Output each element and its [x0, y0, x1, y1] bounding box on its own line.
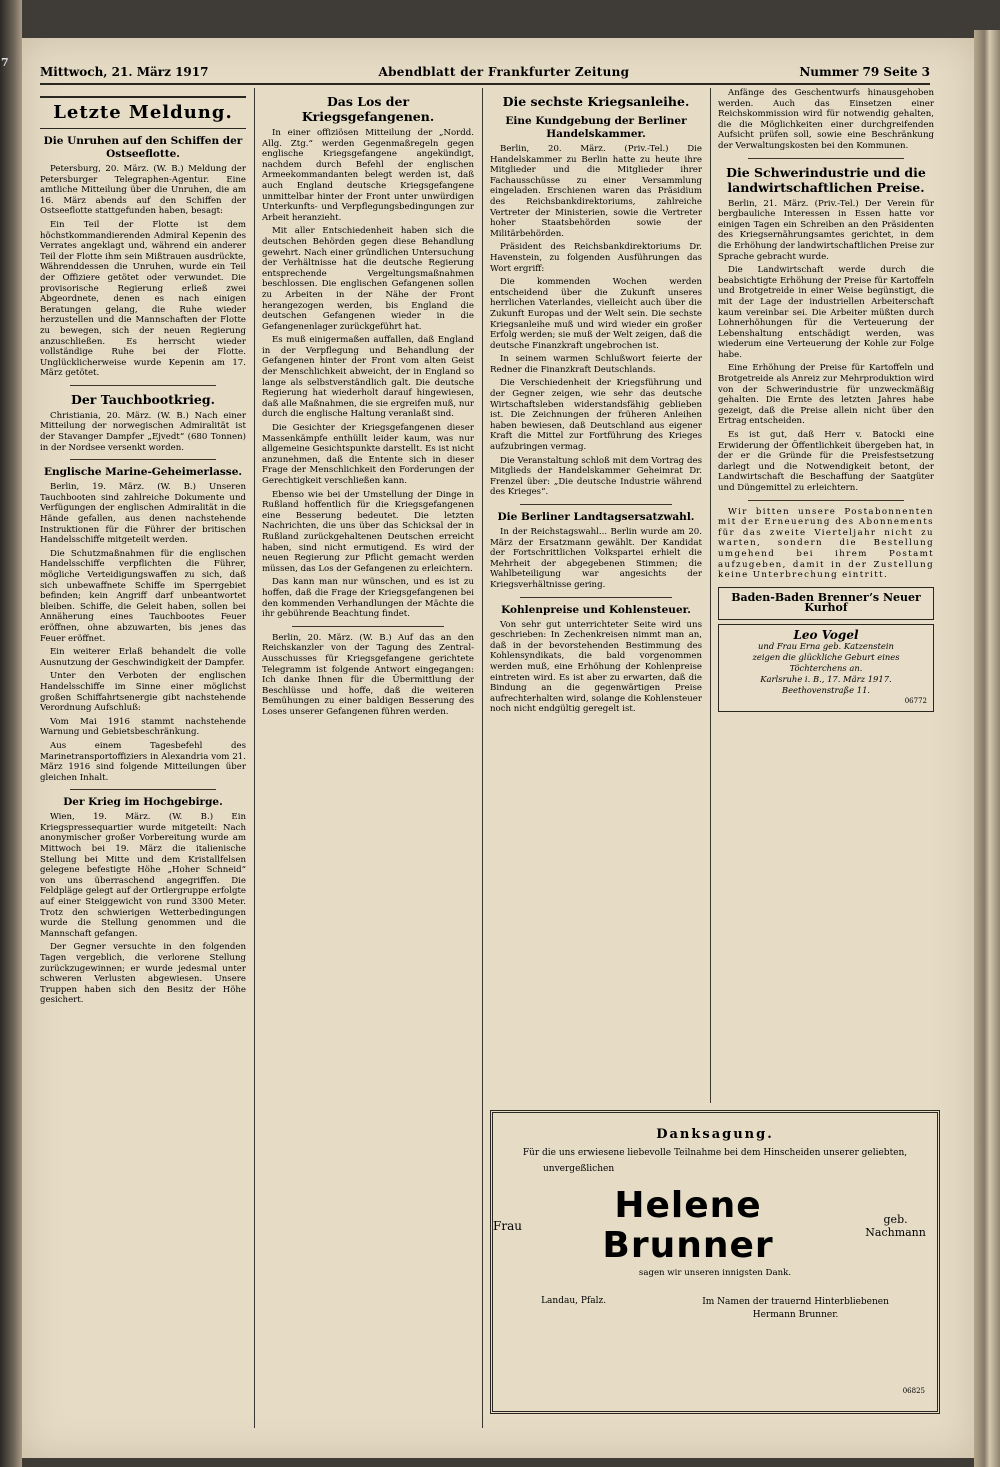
ad-signature-name: Hermann Brunner. [752, 1310, 839, 1320]
headline-kohlenpreise: Kohlenpreise und Kohlensteuer. [501, 603, 691, 616]
announcement-code: 06772 [904, 696, 927, 705]
ad-deceased-name: Helene Brunner [602, 1185, 774, 1266]
separator [70, 459, 216, 460]
headline-kriegsgefangenen: Das Los der Kriegsgefangenen. [301, 94, 435, 124]
article-text: Eine Erhöhung der Preise für Kartoffeln und Brotgetreide als Anreiz zur Mehrproduktion wird von der Schwerindustrie für unzweckmäßig gehalten. Die Ernte des letzten Jahres habe gezeigt, daß die Preise allein nicht über den Ertrag entscheiden. [718, 363, 934, 427]
announcement-name: Leo Vogel [793, 627, 859, 642]
article-text: Christiania, 20. März. (W. B.) Nach einer Mitteilung der norwegischen Admiralität ist der Stavanger Dampfer „Ejvedt“ (680 Tonnen) in der Nordsee versenkt worden. [40, 410, 246, 453]
column-2 [262, 88, 474, 1428]
column-1 [40, 88, 246, 1428]
article-text: Mit aller Entschiedenheit haben sich die deutschen Behörden gegen diese Behandlung gewehrt. Nach einer gründlichen Untersuchung der Verhältnisse hat die deutsche Regierung entsprechende Vergeltungsmaßnahmen beschlossen. Die englischen Gefangenen sollen zu Arbeiten in der Nähe der Front herangezogen werden, bis England die deutschen Gefangenen wieder in die Gefangenenlager zurückgeführt hat. [262, 226, 474, 332]
headline-landtagsersatzwahl: Die Berliner Landtagsersatzwahl. [497, 511, 695, 523]
binding-label: 7 [1, 56, 9, 69]
article-text: In einer offiziösen Mitteilung der „Nordd. Allg. Ztg.“ werden Gegenmaßregeln gegen englische Kriegsgefangene angekündigt, nachdem durch Befehl der englischen Armeekommandanten belegt werden ist, daß auch England deutsche Kriegsgefangene unmittelbar hinter der Front unter unwürdigen Unterkunfts- und Verpflegungsbedingungen zur Arbeit heranzieht. [262, 128, 474, 223]
subscription-notice: Wir bitten unsere Postabonnenten mit der Erneuerung des Abonnements für das zweite Vierteljahr nicht zu warten, sondern die Bestellung umgehend bei ihrem Postamt aufzugeben, damit in der Zustellung keine Unterbrechung eintritt. [718, 506, 934, 581]
ad-place: Landau, Pfalz. [541, 1296, 607, 1306]
article-text: Petersburg, 20. März. (W. B.) Meldung der Petersburger Telegraphen-Agentur. Eine amtliche Mitteilung über die Unruhen, die am 16. März abends auf den Schiffen der Ostseeflotte stattgefunden haben, besagt: [40, 164, 246, 217]
book-binding [0, 0, 22, 1467]
ad-kurhof-title: Baden-Baden Brenner’s Neuer Kurhof [731, 590, 921, 615]
ad-signature-line: Im Namen der trauernd Hinterbliebenen [702, 1297, 889, 1307]
separator [292, 626, 444, 627]
article-text: Es ist gut, daß Herr v. Batocki eine Erwiderung der Öffentlichkeit übergeben hat, in der er die Gründe für die Preisfestsetzung darlegt und die Notwendigkeit betont, der Landwirtschaft die Beschaffung der Saatgüter und Düngemittel zu erleichtern. [718, 430, 934, 493]
headline-tauchbootkrieg: Der Tauchbootkrieg. [71, 391, 215, 407]
article-text: Berlin, 20. März. (Priv.-Tel.) Die Handelskammer zu Berlin hatte zu heute ihre Mitglieder und die Mitglieder ihrer Fachausschüsse zu einer Versammlung eingeladen. Erschienen waren das Präsidium des Reichsbankdirektoriums, zahlreiche Vertreter der Ministerien, sowie die Vertreter hoher Staatsbehörden sowie der Militärbehörden. [490, 144, 702, 239]
masthead-date: Mittwoch, 21. März 1917 [40, 65, 209, 79]
danksagung-ad [490, 1110, 940, 1414]
announcement-line: und Frau Erna geb. Katzenstein [758, 640, 894, 651]
column-rule [482, 88, 483, 1428]
article-text: Berlin, 20. März. (W. B.) Auf das an den Reichskanzler von der Tagung des Zentral-Ausschusses für Kriegsgefangene gerichtete Telegramm ist folgende Antwort eingegangen: Ich danke Ihnen für die Übermittlung der Beschlüsse und hoffe, daß die weiteren Bemühungen zu einer baldigen Besserung des Loses unserer Gefangenen führen werden. [262, 632, 474, 717]
headline-kriegsanleihe: Die sechste Kriegsanleihe. [502, 94, 690, 109]
separator [748, 158, 904, 159]
headline-schwerindustrie: Die Schwerindustrie und die landwirtschaftlichen Preise. [726, 164, 926, 195]
birth-announcement [718, 624, 934, 712]
article-text: Unter den Verboten der englischen Handelsschiffe im Sinne einer möglichst großen Schiffahrtsenergie gibt nachstehende Verordnung Aufschluß: [40, 671, 246, 714]
subheadline-handelskammer: Eine Kundgebung der Berliner Handelskammer. [505, 115, 687, 140]
subheadline-ostseeflotte: Die Unruhen auf den Schiffen der Ostseeflotte. [43, 135, 243, 160]
column-3 [490, 88, 702, 1103]
article-text: Die Veranstaltung schloß mit dem Vortrag des Mitglieds der Handelskammer Geheimrat Dr. Frenzel über: „Die deutsche Industrie während des Krieges“. [490, 455, 702, 498]
article-text: Berlin, 21. März. (Priv.-Tel.) Der Verein für bergbauliche Interessen in Essen hatte vor einigen Tagen ein Schreiben an den Präsidenten des Kriegsernährungsamtes gerichtet, in dem die Erhöhung der landwirtschaftlichen Preise zur Sprache gebracht wurde. [718, 198, 934, 262]
article-text: Berlin, 19. März. (W. B.) Unseren Tauchbooten sind zahlreiche Dokumente und Verfügungen der englischen Admiralität in die Hände gefallen, aus denen nachstehende Instruktionen für die Führer der britischen Handelsschiffe mitgeteilt werden. [40, 482, 246, 546]
article-text: Wien, 19. März. (W. B.) Ein Kriegspressequartier wurde mitgeteilt: Nach anonymischer großer Vorbereitung wurde am Mittwoch bei 19. März die italienische Stellung bei Mitte und dem Kristallfelsen gelegene befestigte Höhe „Hoher Schneid“ von uns überraschend angegriffen. Die Feldpläge gelegt auf der Ortlergruppe erfolgte auf einer Steiggewicht von rund 3300 Meter. Trotz den schwierigen Wetterbedingungen wurde die Stellung genommen und die Mannschaft gefangen. [40, 812, 246, 939]
article-text: Die Landwirtschaft werde durch die beabsichtigte Erhöhung der Preise für Kartoffeln und Brotgetreide in einer Weise begünstigt, die mit der Lage der industriellen Arbeiterschaft kaum vereinbar sei. Die Arbeiter müßten durch Lohnerhöhungen für die Verteuerung der Lebenshaltung entschädigt werden, was wiederum eine Verteuerung der Kohle zur Folge habe. [718, 265, 934, 360]
article-text: Die Verschiedenheit der Kriegsführung und der Gegner zeigen, wie sehr das deutsche Wirtschaftsleben widerstandsfähig geblieben ist. Die Zeichnungen der früheren Anleihen haben bewiesen, daß Deutschland aus eigener Kraft die Mittel zur Fortführung des Krieges aufzubringen vermag. [490, 378, 702, 453]
headline-krieg-hochgebirge: Der Krieg im Hochgebirge. [63, 796, 223, 809]
separator [70, 385, 216, 386]
column-4 [718, 88, 934, 1103]
separator [70, 789, 216, 790]
ad-kurhof [718, 587, 934, 620]
article-text: Anfänge des Geschentwurfs hinausgehoben werden. Auch das Einsetzen einer Reichskommission wird für notwendig gehalten, die die Möglichkeiten einer durchgreifenden Aufsicht prüfen soll, sowie eine Beschränkung der Verwaltungskosten bei den Kommunen. [718, 88, 934, 151]
page-stack-edge [974, 30, 1000, 1467]
separator [520, 504, 672, 505]
ad-bottom-row [493, 1296, 937, 1322]
classified-boxes [718, 587, 934, 712]
ad-code: 06825 [902, 1387, 925, 1395]
announcement-line: zeigen die glückliche Geburt eines Töchterchens an. [752, 651, 900, 673]
article-text: Aus einem Tagesbefehl des Marinetransportoffiziers in Alexandria vom 21. März 1916 sind folgende Mitteilungen über gleichen Inhalt. [40, 740, 246, 783]
article-text: Vom Mai 1916 stammt nachstehende Warnung und Gebietsbeschränkung. [40, 716, 246, 738]
ad-geb: geb. Nachmann [865, 1213, 926, 1239]
ad-frau: Frau [493, 1219, 522, 1233]
ad-name-row [493, 1186, 937, 1266]
ad-signature [702, 1296, 889, 1322]
article-text: Das kann man nur wünschen, und es ist zu hoffen, daß die Frage der Kriegsgefangenen bei den kommenden Verhandlungen der Mächte die ihr gebührende Beachtung findet. [262, 577, 474, 620]
article-text: Die Gesichter der Kriegsgefangenen dieser Massenkämpfe enthüllt leider kaum, was nur allgemeine Gesichtspunkte darstellt. Es ist nicht anzunehmen, daß die Entente sich in dieser Frage der Menschlichkeit den Forderungen der Gerechtigkeit verschließen kann. [262, 423, 474, 486]
article-text: Ein Teil der Flotte ist dem höchstkommandierenden Admiral Kepenin des Verrates angeklagt und, während ein anderer Teil der Flotte ihm sein Mißtrauen ausdrückte, Währenddessen die Unruhen, wurde ein Teil der Offiziere getötet oder verwundet. Die provisorische Regierung erließ zwei Abgeordnete, denen es nach einigen Beratungen gelang, die Ruhe wieder herzustellen und die Mannschaften der Flotte zu bewegen, sich der neuen Regierung anzuschließen. Es herrscht wieder vollständige Ruhe bei der Flotte. Unglücklicherweise wurde Kepenin am 17. März getötet. [40, 219, 246, 379]
article-text: Die Schutzmaßnahmen für die englischen Handelsschiffe verpflichten die Führer, mögliche Verteidigungswaffen zu sich, daß sich unbewaffnete Schiffe im Sperrgebiet befinden; kein Angriff darf unbeantwortet bleiben. Schiffe, die Geleit haben, sollen bei Annäherung eines Tauchbootes Feuer eröffnen, ohne abzuwarten, bis jenes das Feuer eröffnet. [40, 548, 246, 644]
ad-title: Danksagung. [656, 1127, 774, 1142]
masthead-title: Abendblatt der Frankfurter Zeitung [378, 65, 630, 79]
ad-line: Für die uns erwiesene liebevolle Teilnahme bei dem Hinscheiden unserer geliebten, [522, 1148, 908, 1158]
headline-letzte-meldung: Letzte Meldung. [40, 96, 246, 129]
ad-thanks: sagen wir unseren innigsten Dank. [638, 1268, 792, 1278]
separator [520, 597, 672, 598]
article-text: Es muß einigermaßen auffallen, daß England in der Verpflegung und Behandlung der Gefangenen hinter der Front vom alten Geist der Menschlichkeit abweicht, der in England so lange als selbstverständlich galt. Die deutsche Regierung hat wiederholt darauf hingewiesen, daß alle Maßnahmen, die sie ergreifen muß, nur durch die englische Haltung veranlaßt sind. [262, 335, 474, 420]
article-text: In seinem warmen Schlußwort feierte der Redner die Finanzkraft Deutschlands. [490, 354, 702, 375]
column-rule [254, 88, 255, 1428]
ad-line: unvergeßlichen [543, 1164, 615, 1174]
article-text: Die kommenden Wochen werden entscheidend über die Zukunft unseres herrlichen Vaterlandes, vielleicht auch über die Zukunft Europas und der Welt sein. Die sechste Kriegsanleihe muß und wird wieder ein großer Erfolg werden; sie muß der Welt zeigen, daß die deutsche Finanzkraft ungebrochen ist. [490, 277, 702, 351]
column-rule [710, 88, 711, 1103]
article-text: Von sehr gut unterrichteter Seite wird uns geschrieben: In Zechenkreisen nimmt man an, daß in der bevorstehenden Bestimmung des Kohlensyndikats, die bald vorgenommen werden muß, eine Erhöhung der Kohlenpreise eintreten wird. Es ist aber zu erwarten, daß die Bindung an die gegenwärtigen Preise aufrechterhalten wird, solange die Kohlensteuer noch nicht endgültig geregelt ist. [490, 619, 702, 715]
headline-marine-geheimerlasse: Englische Marine-Geheimerlasse. [43, 466, 243, 479]
article-text: Der Gegner versuchte in den folgenden Tagen vergeblich, die verlorene Stellung zurückzugewinnen; er wurde jedesmal unter schweren Verlusten abgewiesen. Unsere Truppen haben sich den Besitz der Höhe gesichert. [40, 942, 246, 1006]
announcement-line: Karlsruhe i. B., 17. März 1917. [760, 673, 892, 684]
article-text: Ein weiterer Erlaß behandelt die volle Ausnutzung der Geschwindigkeit der Dampfer. [40, 647, 246, 668]
separator [748, 500, 904, 501]
article-text: In der Reichstagswahl... Berlin wurde am 20. März der Ersatzmann gewählt. Der Kandidat der Fortschrittlichen Volkspartei erhielt die Mehrheit der abgegebenen Stimmen; die Wahlbeteiligung war angesichts der Kriegsverhältnisse gering. [490, 527, 702, 590]
masthead [40, 64, 930, 85]
article-text: Ebenso wie bei der Umstellung der Dinge in Rußland hoffentlich für die Kriegsgefangenen eine Besserung bedeutet. Die letzten Nachrichten, die uns über das Schicksal der in Rußland zurückgehaltenen Deutschen erreicht haben, sind nicht ermutigend. Es wird der neuen Regierung zur Pflicht gemacht werden müssen, das Los der Gefangenen zu erleichtern. [262, 489, 474, 574]
article-text: Präsident des Reichsbankdirektoriums Dr. Havenstein, zu folgenden Ausführungen das Wort ergriff: [490, 242, 702, 274]
announcement-line: Beethovenstraße 11. [781, 684, 871, 695]
masthead-number: Nummer 79 Seite 3 [799, 65, 930, 79]
